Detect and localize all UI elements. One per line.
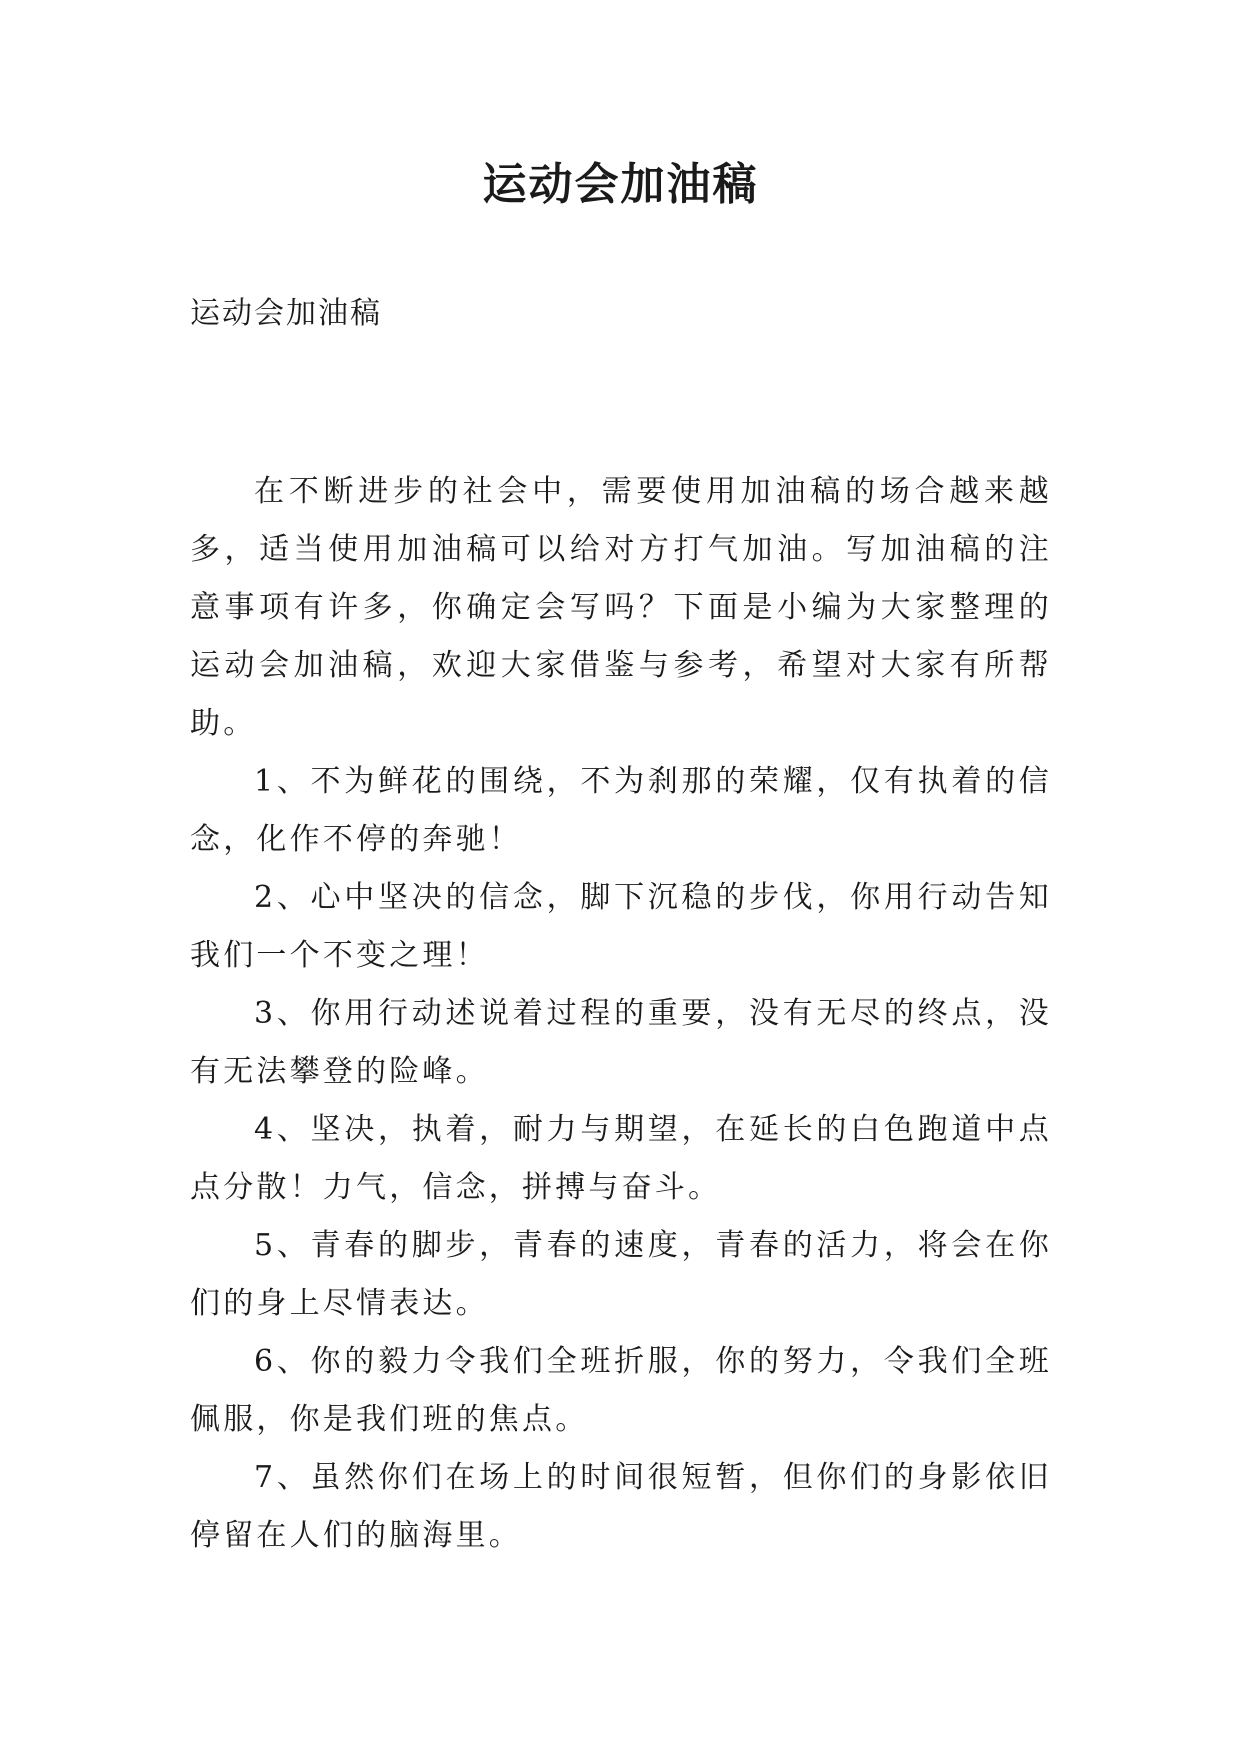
intro-section [190,463,1052,753]
cheer-item-1: 1、不为鲜花的围绕，不为刹那的荣耀，仅有执着的信念，化作不停的奔驰！ [190,764,1052,857]
cheer-list [190,753,1052,1565]
document-subtitle: 运动会加油稿 [190,296,382,331]
cheer-item-2: 2、心中坚决的信念，脚下沉稳的步伐，你用行动告知我们一个不变之理！ [190,880,1052,973]
cheer-item-5: 5、青春的脚步，青春的速度，青春的活力，将会在你们的身上尽情表达。 [190,1228,1052,1321]
cheer-item-4: 4、坚决，执着，耐力与期望，在延长的白色跑道中点点分散！力气，信念，拼搏与奋斗。 [190,1112,1052,1205]
document-title: 运动会加油稿 [482,159,759,210]
intro-paragraph: 在不断进步的社会中，需要使用加油稿的场合越来越多，适当使用加油稿可以给对方打气加油。写加油稿的注意事项有许多，你确定会写吗？下面是小编为大家整理的运动会加油稿，欢迎大家借鉴与参考，希望对大家有所帮助。 [190,474,1052,741]
cheer-item-7: 7、虽然你们在场上的时间很短暂，但你们的身影依旧停留在人们的脑海里。 [190,1460,1052,1553]
cheer-item-6: 6、你的毅力令我们全班折服，你的努力，令我们全班佩服，你是我们班的焦点。 [190,1344,1052,1437]
cheer-item-3: 3、你用行动述说着过程的重要，没有无尽的终点，没有无法攀登的险峰。 [190,996,1052,1089]
